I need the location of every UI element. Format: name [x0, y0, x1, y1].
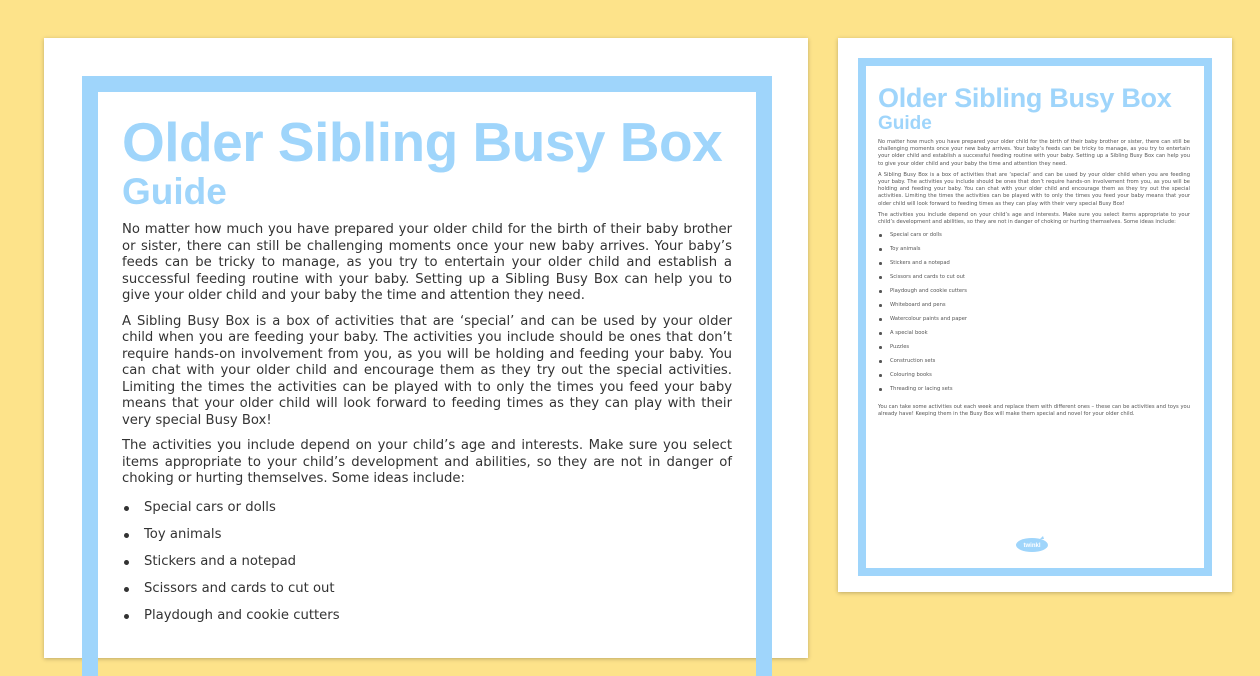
busy-box-paragraph: A Sibling Busy Box is a box of activities that are ‘special’ and can be used by your older child when you are feeding your baby. The activities you include should be ones that don’t require hands-on involvement from you, as you will be holding and feeding your baby. You can chat with your older child and encourage them as they try out the special activities. Limiting the times the activities can be played with to only the times you feed your baby means that your older child will look forward to feeding times as they can play with their very special Busy Box!	[122, 313, 732, 428]
list-item: Watercolour paints and paper	[878, 316, 1190, 330]
list-item: Stickers and a notepad	[122, 554, 732, 581]
list-item: Puzzles	[878, 344, 1190, 358]
thumbnail-busy-box-paragraph: A Sibling Busy Box is a box of activities that are ‘special’ and can be used by your older child when you are feeding your baby. The activities you include should be ones that don’t require hands-on involvement from you, as you will be holding and feeding your baby. You can chat with your older child and encourage them as they try out the special activities. Limiting the times the activities can be played with to only the times you feed your baby means that your older child will look forward to feeding times as they can play with their very special Busy Box!	[878, 171, 1190, 207]
thumbnail-closing-paragraph: You can take some activities out each week and replace them with different ones – these can be activities and toys you already have! Keeping them in the Busy Box will make them special and novel for your older child.	[878, 404, 1190, 418]
page-subtitle: Guide	[122, 171, 227, 212]
list-item: Toy animals	[878, 246, 1190, 260]
list-item: Special cars or dolls	[122, 500, 732, 527]
ideas-list	[122, 500, 732, 635]
logo-text: twinkl	[1023, 543, 1041, 549]
list-item: Scissors and cards to cut out	[122, 581, 732, 608]
thumbnail-title: Older Sibling Busy Box	[878, 83, 1172, 113]
intro-paragraph: No matter how much you have prepared your older child for the birth of their baby brother or sister, there can still be challenging moments once your new baby arrives. Your baby’s feeds can be tricky to manage, as you try to entertain your older child and establish a successful feeding routine with your baby. Setting up a Sibling Busy Box can help you to give your older child and your baby the time and attention they need.	[122, 222, 732, 303]
activities-paragraph: The activities you include depend on your child’s age and interests. Make sure you select items appropriate to your child’s development and abilities, so they are not in danger of choking or hurting themselves. Some ideas include:	[122, 438, 732, 486]
thumbnail-subtitle: Guide	[878, 113, 932, 134]
list-item: Playdough and cookie cutters	[122, 608, 732, 635]
list-item: A special book	[878, 330, 1190, 344]
list-item: Construction sets	[878, 358, 1190, 372]
list-item: Stickers and a notepad	[878, 260, 1190, 274]
list-item: Scissors and cards to cut out	[878, 274, 1190, 288]
page-title: Older Sibling Busy Box	[122, 111, 723, 173]
list-item: Whiteboard and pens	[878, 302, 1190, 316]
twinkl-logo	[1014, 535, 1050, 553]
document-page-large	[44, 38, 808, 658]
page-content	[122, 112, 732, 635]
thumbnail-activities-paragraph: The activities you include depend on your child’s age and interests. Make sure you select items appropriate to your child’s development and abilities, so they are not in danger of choking or hurting themselves. Some ideas include:	[878, 211, 1190, 226]
thumbnail-ideas-list	[878, 232, 1190, 400]
document-page-thumbnail	[838, 38, 1232, 592]
list-item: Special cars or dolls	[878, 232, 1190, 246]
list-item: Playdough and cookie cutters	[878, 288, 1190, 302]
list-item: Toy animals	[122, 527, 732, 554]
list-item: Colouring books	[878, 372, 1190, 386]
thumbnail-content	[878, 83, 1190, 423]
thumbnail-intro-paragraph: No matter how much you have prepared your older child for the birth of their baby brother or sister, there can still be challenging moments once your new baby arrives. Your baby’s feeds can be tricky to manage, as you try to entertain your older child and establish a successful feeding routine with your baby. Setting up a Sibling Busy Box can help you to give your older child and your baby the time and attention they need.	[878, 139, 1190, 167]
list-item: Threading or lacing sets	[878, 386, 1190, 400]
